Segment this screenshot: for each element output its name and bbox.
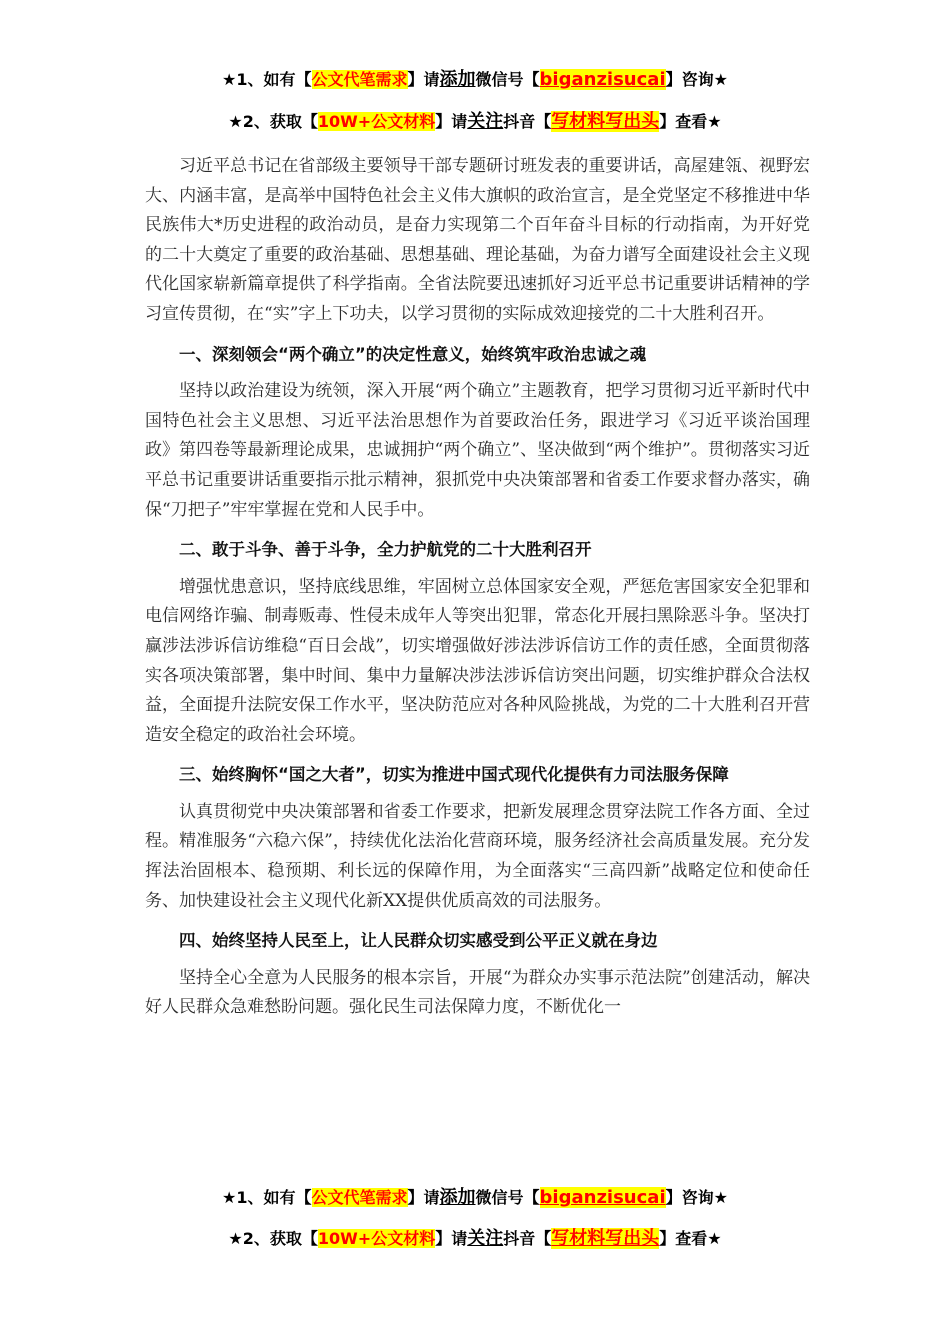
intro-paragraph: 习近平总书记在省部级主要领导干部专题研讨班发表的重要讲话，高屋建瓴、视野宏大、内涵丰富，是高举中国特色社会主义伟大旗帜的政治宣言，是全党坚定不移推进中华民族伟大*历史进程的政治动员，是奋力实现第二个百年奋斗目标的行动指南，为开好党的二十大奠定了重要的政治基础、思想基础、理论基础，为奋力谱写全面建设社会主义现代化国家崭新篇章提供了科学指南。全省法院要迅速抓好习近平总书记重要讲话精神的学习宣传贯彻，在“实”字上下功夫，以学习贯彻的实际成效迎接党的二十大胜利召开。 [145,156,810,324]
section-4-heading: 四、始终坚持人民至上，让人民群众切实感受到公平正义就在身边 [179,931,658,951]
ad-highlight: 公文代笔需求 [311,70,408,89]
ad-wechat-id: biganzisucai [539,1187,666,1208]
ad-text: 】请 [435,1229,468,1248]
ad-text: 微信号【 [475,70,540,89]
ad-text: 微信号【 [475,1188,540,1207]
section-4-body: 坚持全心全意为人民服务的根本宗旨，开展“为群众办实事示范法院”创建活动，解决好人民群众急难愁盼问题。强化民生司法保障力度，不断优化一 [145,967,810,1018]
ad-text: 抖音【 [503,112,552,131]
ad-text: 】咨询★ [665,70,728,89]
ad-line-top-1 [0,68,950,92]
ad-highlight: 10W+公文材料 [317,112,436,131]
ad-text: ★1、如有【 [222,70,312,89]
ad-text: 】请 [435,112,468,131]
ad-text: 抖音【 [503,1229,552,1248]
section-1-heading: 一、深刻领会“两个确立”的决定性意义，始终筑牢政治忠诚之魂 [179,344,647,364]
ad-highlight: 10W+公文材料 [317,1229,436,1248]
ad-line-bottom-1 [0,1186,950,1210]
ad-wechat-id: biganzisucai [539,69,666,90]
ad-line-bottom-2 [0,1227,950,1251]
ad-highlight: 公文代笔需求 [311,1188,408,1207]
ad-underline: 添加 [439,69,476,90]
ad-text: ★2、获取【 [228,1229,318,1248]
section-2-heading: 二、敢于斗争、善于斗争，全力护航党的二十大胜利召开 [179,540,592,560]
ad-text: ★1、如有【 [222,1188,312,1207]
ad-text: 】查看★ [659,1229,722,1248]
section-1-body: 坚持以政治建设为统领，深入开展“两个确立”主题教育，把学习贯彻习近平新时代中国特色社会主义思想、习近平法治思想作为首要政治任务，跟进学习《习近平谈治国理政》第四卷等最新理论成果，忠诚拥护“两个确立”、坚决做到“两个维护”。贯彻落实习近平总书记重要讲话重要指示批示精神，狠抓党中央决策部署和省委工作要求督办落实，确保“刀把子”牢牢掌握在党和人民手中。 [145,381,810,520]
section-2-body: 增强忧患意识，坚持底线思维，牢固树立总体国家安全观，严惩危害国家安全犯罪和电信网络诈骗、制毒贩毒、性侵未成年人等突出犯罪，常态化开展扫黑除恶斗争。坚决打赢涉法涉诉信访维稳“百日会战”，切实增强做好涉法涉诉信访工作的责任感，全面贯彻落实各项决策部署，集中时间、集中力量解决涉法涉诉信访突出问题，切实维护群众合法权益，全面提升法院安保工作水平，坚决防范应对各种风险挑战，为党的二十大胜利召开营造安全稳定的政治社会环境。 [145,576,810,745]
section-3-body: 认真贯彻党中央决策部署和省委工作要求，把新发展理念贯穿法院工作各方面、全过程。精准服务“六稳六保”，持续优化法治化营商环境，服务经济社会高质量发展。充分发挥法治固根本、稳预期、利长远的保障作用，为全面落实“三高四新”战略定位和使命任务、加快建设社会主义现代化新XX提供优质高效的司法服务。 [145,801,810,911]
ad-underline: 添加 [439,1187,476,1208]
ad-text: 】查看★ [659,112,722,131]
ad-line-top-2 [0,110,950,134]
ad-text: 】请 [407,1188,440,1207]
document-body [145,152,810,1023]
ad-text: 】咨询★ [665,1188,728,1207]
ad-douyin-id: 写材料写出头 [551,1228,660,1249]
ad-underline: 关注 [467,1228,504,1249]
ad-text: 】请 [407,70,440,89]
section-3-heading: 三、始终胸怀“国之大者”，切实为推进中国式现代化提供有力司法服务保障 [179,765,729,785]
ad-douyin-id: 写材料写出头 [551,111,660,132]
ad-text: ★2、获取【 [228,112,318,131]
ad-underline: 关注 [467,111,504,132]
